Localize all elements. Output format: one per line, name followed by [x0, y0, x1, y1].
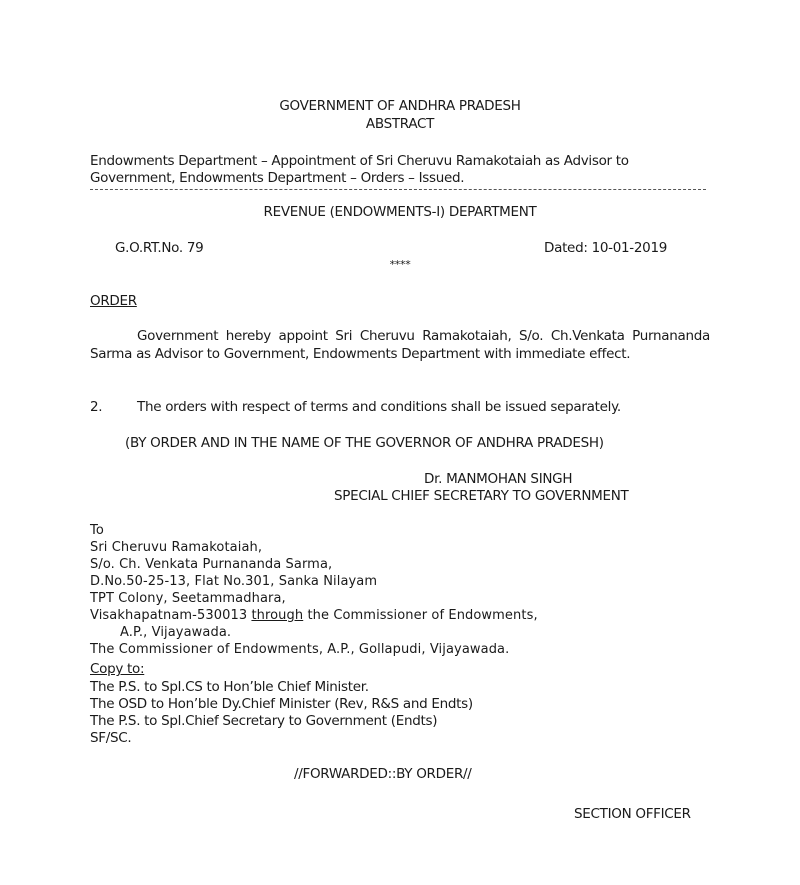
section-officer: SECTION OFFICER: [574, 806, 691, 822]
signatory-name: Dr. MANMOHAN SINGH: [424, 471, 573, 487]
recipient-line: S/o. Ch. Venkata Purnananda Sarma,: [90, 557, 333, 572]
authority-line: (BY ORDER AND IN THE NAME OF THE GOVERNOR OF ANDHRA PRADESH): [125, 435, 604, 451]
recipient-line: Sri Cheruvu Ramakotaiah,: [90, 540, 263, 555]
copy-line: The P.S. to Spl.CS to Hon’ble Chief Minister.: [90, 679, 369, 695]
dated: Dated: 10-01-2019: [544, 240, 668, 256]
commissioner-line: The Commissioner of Endowments, A.P., Gollapudi, Vijayawada.: [90, 642, 510, 657]
copy-line: The P.S. to Spl.Chief Secretary to Government (Endts): [90, 713, 438, 729]
through-prefix: Visakhapatnam-530013: [90, 608, 252, 623]
paragraph-2-number: 2.: [90, 399, 103, 415]
subject-line-1: Endowments Department – Appointment of Sri Cheruvu Ramakotaiah as Advisor to: [90, 153, 629, 169]
recipient-through-continuation: A.P., Vijayawada.: [120, 625, 232, 640]
recipient-line: TPT Colony, Seetammadhara,: [90, 591, 286, 606]
department-title: REVENUE (ENDOWMENTS-I) DEPARTMENT: [263, 204, 537, 220]
order-paragraph-1: Government hereby appoint Sri Cheruvu Ramakotaiah, S/o. Ch.Venkata Purnananda Sarma as Advisor to Government, Endowments Department with immediate effect.: [90, 328, 710, 362]
recipient-line: D.No.50-25-13, Flat No.301, Sanka Nilayam: [90, 574, 378, 589]
copy-line: The OSD to Hon’ble Dy.Chief Minister (Rev, R&S and Endts): [90, 696, 473, 712]
order-heading: ORDER: [90, 293, 137, 309]
copy-line: SF/SC.: [90, 730, 132, 746]
paragraph-2-text: The orders with respect of terms and conditions shall be issued separately.: [137, 399, 621, 415]
abstract-title: ABSTRACT: [365, 116, 435, 132]
to-label: To: [90, 523, 104, 538]
through-word: through: [251, 608, 304, 623]
subject-line-2: Government, Endowments Department – Orders – Issued.: [90, 170, 465, 186]
dashed-divider: [90, 189, 706, 190]
go-number: G.O.RT.No. 79: [115, 240, 204, 256]
stars-separator: ****: [389, 258, 411, 271]
government-title: GOVERNMENT OF ANDHRA PRADESH: [279, 98, 521, 114]
copy-to-label: Copy to:: [90, 661, 145, 677]
forwarded-line: //FORWARDED::BY ORDER//: [294, 766, 472, 782]
recipient-through-line: [90, 607, 538, 625]
through-suffix: the Commissioner of Endowments,: [303, 608, 538, 623]
signatory-designation: SPECIAL CHIEF SECRETARY TO GOVERNMENT: [334, 488, 629, 504]
